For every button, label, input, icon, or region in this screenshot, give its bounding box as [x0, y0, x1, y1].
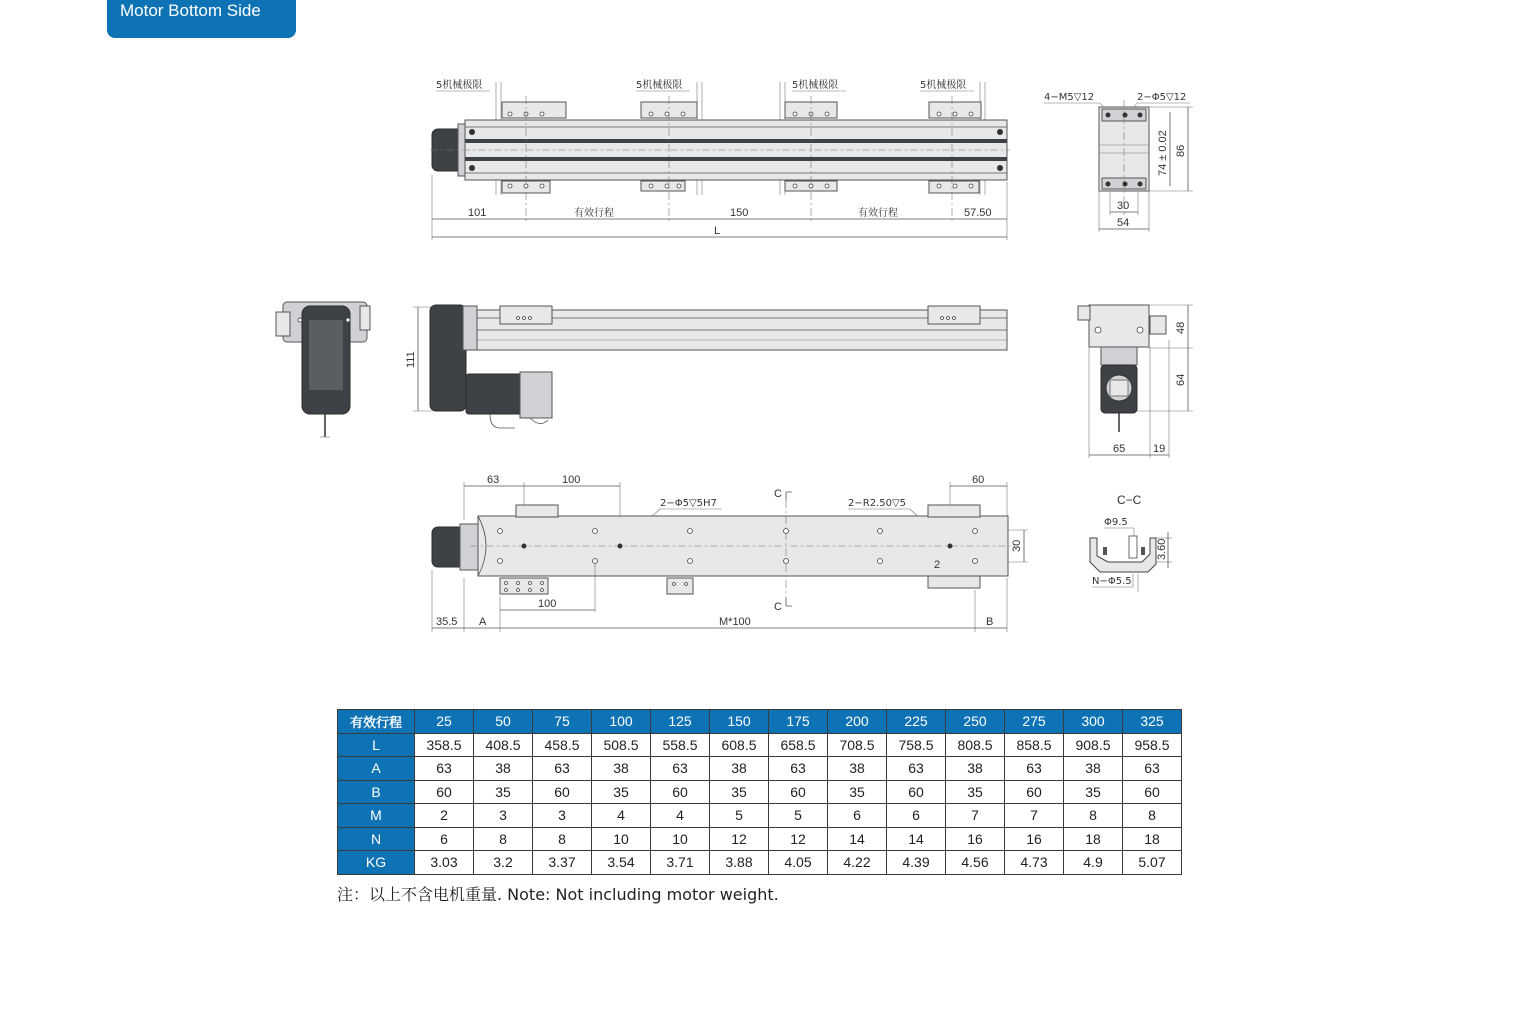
- table-cell: 4.22: [828, 851, 887, 875]
- phi95-label: Φ9.5: [1104, 517, 1128, 528]
- table-cell: 12: [710, 827, 769, 851]
- table-cell: 18: [1123, 827, 1182, 851]
- table-cell: 808.5: [946, 733, 1005, 757]
- table-cell: 35: [592, 780, 651, 804]
- table-cell: 4.56: [946, 851, 1005, 875]
- n-phi55-label: N−Φ5.5: [1092, 576, 1132, 587]
- bottom-dim-355: 35.5: [436, 616, 458, 628]
- table-cell: 958.5: [1123, 733, 1182, 757]
- table-header-cell: 325: [1123, 710, 1182, 734]
- table-cell: 35: [946, 780, 1005, 804]
- section-mark-top: C: [774, 488, 782, 500]
- motor-end-view: [1078, 305, 1193, 458]
- table-cell: 63: [651, 757, 710, 781]
- limit-label-1: 5机械极限: [436, 80, 483, 91]
- limit-label-3: 5机械极限: [792, 80, 839, 91]
- slot-label: 2−R2.50▽5: [848, 498, 907, 509]
- table-cell: 4.9: [1064, 851, 1123, 875]
- motor-front-view: [276, 302, 370, 437]
- table-cell: 14: [887, 827, 946, 851]
- table-header-cell: 50: [474, 710, 533, 734]
- motor-dim-48: 48: [1175, 321, 1187, 334]
- table-cell: 4: [592, 804, 651, 828]
- table-header-cell: 75: [533, 710, 592, 734]
- table-cell: 3.54: [592, 851, 651, 875]
- table-cell: 2: [415, 804, 474, 828]
- table-cell: 4.39: [887, 851, 946, 875]
- table-cell: 63: [1123, 757, 1182, 781]
- side-view: [405, 305, 1007, 428]
- table-cell: 38: [474, 757, 533, 781]
- table-cell: 8: [474, 827, 533, 851]
- table-cell: 758.5: [887, 733, 946, 757]
- table-cell: 63: [1005, 757, 1064, 781]
- table-cell: 4: [651, 804, 710, 828]
- hole-label: 2−Φ5▽5H7: [660, 498, 717, 509]
- table-cell: 4.73: [1005, 851, 1064, 875]
- footnote: 注：以上不含电机重量. Note: Not including motor weight.: [337, 885, 779, 904]
- table-row: [338, 851, 1182, 875]
- table-header-cell: 25: [415, 710, 474, 734]
- table-row-label: B: [338, 780, 415, 804]
- table-cell: 458.5: [533, 733, 592, 757]
- table-row-label: A: [338, 757, 415, 781]
- phi5-label: 2−Φ5▽12: [1137, 92, 1187, 103]
- section-mark-bottom: C: [774, 601, 782, 613]
- table-row: [338, 804, 1182, 828]
- table-row: [338, 757, 1182, 781]
- table-cell: 16: [1005, 827, 1064, 851]
- table-cell: 558.5: [651, 733, 710, 757]
- end-view: [1044, 92, 1193, 232]
- table-cell: 35: [1064, 780, 1123, 804]
- table-cell: 35: [710, 780, 769, 804]
- table-cell: 4.05: [769, 851, 828, 875]
- table-cell: 12: [769, 827, 828, 851]
- table-row-label: M: [338, 804, 415, 828]
- table-cell: 508.5: [592, 733, 651, 757]
- table-cell: 3: [533, 804, 592, 828]
- bottom-view: [432, 474, 1028, 632]
- motor-dim-65: 65: [1113, 443, 1126, 455]
- bottom-dim-100-bottom: 100: [538, 598, 557, 610]
- top-view: [430, 78, 1010, 240]
- table-cell: 63: [415, 757, 474, 781]
- table-row: [338, 827, 1182, 851]
- table-cell: 858.5: [1005, 733, 1064, 757]
- table-cell: 38: [1064, 757, 1123, 781]
- table-header-cell: 225: [887, 710, 946, 734]
- table-cell: 16: [946, 827, 1005, 851]
- table-header-cell: 275: [1005, 710, 1064, 734]
- stroke-label-2: 有效行程: [858, 208, 898, 219]
- limit-label-4: 5机械极限: [920, 80, 967, 91]
- table-header-cell: 100: [592, 710, 651, 734]
- table-cell: 63: [533, 757, 592, 781]
- end-dim-54: 54: [1117, 217, 1130, 229]
- table-cell: 63: [769, 757, 828, 781]
- dim-5750: 57.50: [964, 207, 992, 219]
- bottom-dim-M100: M*100: [719, 616, 751, 628]
- table-header-stroke: 有效行程: [338, 710, 415, 734]
- table-cell: 10: [592, 827, 651, 851]
- table-cell: 7: [1005, 804, 1064, 828]
- dim-L: L: [714, 225, 721, 237]
- table-cell: 38: [946, 757, 1005, 781]
- section-title: C−C: [1117, 493, 1142, 507]
- table-header-row: [338, 710, 1182, 734]
- table-cell: 60: [651, 780, 710, 804]
- bottom-dim-60: 60: [972, 474, 985, 486]
- table-cell: 3.88: [710, 851, 769, 875]
- table-cell: 60: [1123, 780, 1182, 804]
- table-cell: 3.03: [415, 851, 474, 875]
- table-cell: 3: [474, 804, 533, 828]
- section-dim-360: 3.60: [1156, 538, 1168, 560]
- spec-table: [337, 709, 1182, 875]
- table-header-cell: 250: [946, 710, 1005, 734]
- table-header-cell: 175: [769, 710, 828, 734]
- dim-150: 150: [730, 207, 749, 219]
- stroke-label-1: 有效行程: [574, 208, 614, 219]
- bottom-dim-B: B: [986, 616, 994, 628]
- table-cell: 408.5: [474, 733, 533, 757]
- side-dim-111: 111: [405, 351, 417, 368]
- table-cell: 38: [828, 757, 887, 781]
- table-row-label: N: [338, 827, 415, 851]
- dim-86: 86: [1175, 144, 1187, 157]
- table-cell: 8: [533, 827, 592, 851]
- slot-count: 2: [934, 559, 941, 571]
- section-view: [1090, 493, 1172, 592]
- table-cell: 63: [887, 757, 946, 781]
- table-row-label: KG: [338, 851, 415, 875]
- table-cell: 18: [1064, 827, 1123, 851]
- table-body: [338, 733, 1182, 874]
- table-cell: 3.2: [474, 851, 533, 875]
- table-cell: 7: [946, 804, 1005, 828]
- limit-label-2: 5机械极限: [636, 80, 683, 91]
- table-cell: 60: [533, 780, 592, 804]
- table-cell: 60: [1005, 780, 1064, 804]
- table-cell: 8: [1064, 804, 1123, 828]
- table-cell: 60: [415, 780, 474, 804]
- table-header-cell: 200: [828, 710, 887, 734]
- table-row: [338, 733, 1182, 757]
- dim-101: 101: [468, 207, 487, 219]
- table-cell: 658.5: [769, 733, 828, 757]
- bottom-dim-30: 30: [1011, 539, 1023, 552]
- end-dim-30: 30: [1117, 200, 1130, 212]
- table-cell: 6: [828, 804, 887, 828]
- table-cell: 35: [474, 780, 533, 804]
- motor-dim-19: 19: [1153, 443, 1166, 455]
- bottom-dim-63: 63: [487, 474, 500, 486]
- table-cell: 38: [592, 757, 651, 781]
- table-row-label: L: [338, 733, 415, 757]
- table-cell: 8: [1123, 804, 1182, 828]
- table-cell: 908.5: [1064, 733, 1123, 757]
- table-header-cell: 150: [710, 710, 769, 734]
- table-cell: 35: [828, 780, 887, 804]
- table-cell: 38: [710, 757, 769, 781]
- table-cell: 10: [651, 827, 710, 851]
- table-cell: 5: [710, 804, 769, 828]
- m5-label: 4−M5▽12: [1044, 92, 1095, 103]
- table-cell: 5: [769, 804, 828, 828]
- table-cell: 6: [887, 804, 946, 828]
- table-cell: 60: [769, 780, 828, 804]
- table-row: [338, 780, 1182, 804]
- bottom-dim-A: A: [479, 616, 487, 628]
- table-cell: 708.5: [828, 733, 887, 757]
- section-tab-label: Motor Bottom Side: [120, 1, 261, 20]
- table-cell: 14: [828, 827, 887, 851]
- table-cell: 608.5: [710, 733, 769, 757]
- table-cell: 60: [887, 780, 946, 804]
- table-cell: 3.71: [651, 851, 710, 875]
- dim-74: 74 ± 0.02: [1157, 130, 1169, 176]
- table-cell: 6: [415, 827, 474, 851]
- table-cell: 5.07: [1123, 851, 1182, 875]
- table-cell: 358.5: [415, 733, 474, 757]
- table-cell: 3.37: [533, 851, 592, 875]
- table-header-cell: 300: [1064, 710, 1123, 734]
- bottom-dim-100-top: 100: [562, 474, 581, 486]
- table-header-cell: 125: [651, 710, 710, 734]
- motor-dim-64: 64: [1175, 373, 1187, 386]
